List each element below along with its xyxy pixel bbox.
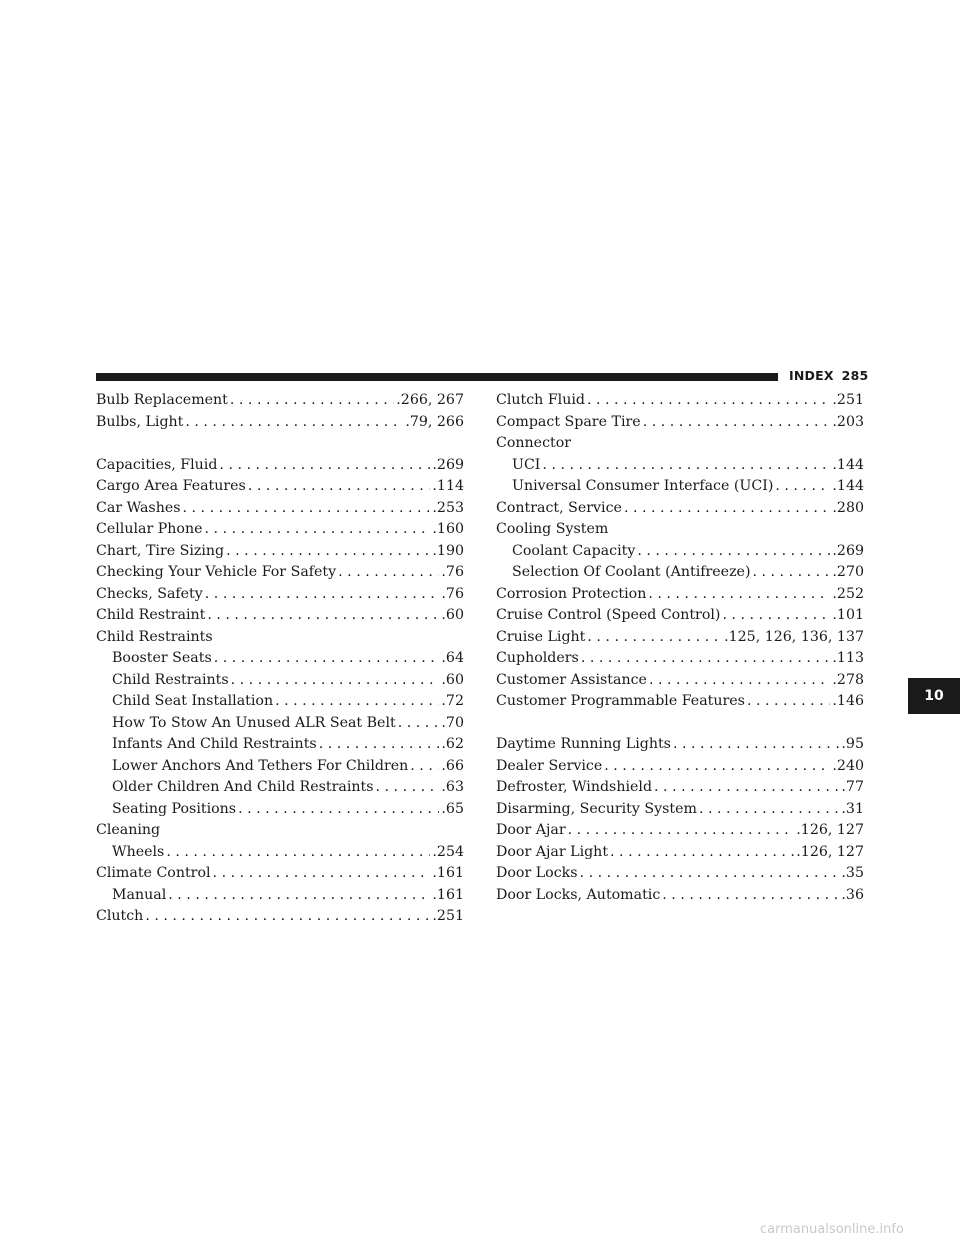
index-entry — [496, 799, 864, 821]
dot-leader — [183, 498, 431, 520]
entry-page-ref: .254 — [432, 843, 464, 860]
entry-label: Child Restraint — [96, 607, 206, 623]
entry-label: Door Locks — [496, 865, 578, 881]
entry-label: Cruise Control (Speed Control) — [496, 607, 721, 623]
index-letter-gap — [496, 713, 864, 735]
index-entry — [496, 777, 864, 799]
index-subentry — [96, 842, 464, 864]
dot-leader — [248, 476, 431, 498]
entry-label: Booster Seats — [112, 650, 212, 666]
entry-page-ref: .270 — [832, 564, 864, 580]
dot-leader — [673, 734, 839, 756]
entry-label: Climate Control — [96, 865, 211, 881]
dot-leader — [168, 885, 430, 907]
entry-page-ref: .160 — [432, 521, 464, 537]
index-heading: Child Restraints — [96, 628, 213, 645]
index-entry — [496, 885, 864, 907]
index-entry — [96, 519, 464, 541]
index-subentry — [96, 734, 464, 756]
index-entry — [496, 390, 864, 412]
entry-label: Bulbs, Light — [96, 413, 184, 430]
entry-label: Manual — [112, 886, 167, 903]
entry-page-ref: .60 — [441, 607, 464, 623]
dot-leader — [699, 799, 839, 821]
index-entry — [96, 541, 464, 563]
index-subentry — [96, 885, 464, 907]
index-entry — [496, 605, 864, 627]
index-subentry — [96, 756, 464, 778]
page-number: 285 — [841, 368, 869, 383]
index-entry — [496, 412, 864, 434]
index-column-right — [496, 390, 864, 906]
index-entry — [496, 820, 864, 842]
dot-leader — [214, 648, 440, 670]
entry-page-ref: .280 — [832, 499, 864, 516]
entry-page-ref: .35 — [841, 865, 864, 881]
entry-page-ref: .126, 127 — [796, 843, 864, 860]
index-subentry — [496, 455, 864, 477]
entry-label: Disarming, Security System — [496, 800, 697, 817]
index-subentry — [96, 670, 464, 692]
entry-page-ref: .252 — [832, 585, 864, 602]
index-subentry — [96, 713, 464, 735]
entry-page-ref: .253 — [432, 499, 464, 516]
entry-page-ref: .269 — [432, 456, 464, 473]
index-entry — [496, 648, 864, 670]
index-entry — [496, 670, 864, 692]
dot-leader — [219, 455, 430, 477]
entry-page-ref: .161 — [432, 865, 464, 881]
index-entry — [496, 498, 864, 520]
entry-page-ref: .101 — [832, 607, 864, 623]
entry-page-ref: .144 — [832, 478, 864, 494]
index-subentry — [96, 691, 464, 713]
entry-page-ref: .31 — [841, 800, 864, 817]
index-entry — [496, 756, 864, 778]
entry-label: Selection Of Coolant (Antifreeze) — [512, 564, 751, 580]
entry-label: Daytime Running Lights — [496, 736, 671, 752]
index-subentry — [96, 648, 464, 670]
entry-label: Cruise Light — [496, 628, 586, 645]
entry-page-ref: .144 — [832, 456, 864, 473]
entry-page-ref: .62 — [441, 736, 464, 752]
entry-label: Lower Anchors And Tethers For Children — [112, 757, 409, 774]
entry-page-ref: .113 — [832, 650, 864, 666]
dot-leader — [580, 863, 840, 885]
index-entry — [96, 455, 464, 477]
dot-leader — [230, 390, 394, 412]
dot-leader — [775, 476, 830, 498]
entry-page-ref: .161 — [432, 886, 464, 903]
index-entry — [496, 734, 864, 756]
entry-label: Infants And Child Restraints — [112, 736, 317, 752]
entry-page-ref: .36 — [841, 886, 864, 903]
dot-leader — [207, 605, 439, 627]
entry-page-ref: .203 — [832, 413, 864, 430]
entry-label: Door Ajar Light — [496, 843, 609, 860]
entry-page-ref: .251 — [832, 392, 864, 408]
entry-page-ref: .70 — [441, 714, 464, 731]
dot-leader — [662, 885, 839, 907]
dot-leader — [753, 562, 831, 584]
index-entry — [496, 627, 864, 649]
entry-page-ref: .146 — [832, 693, 864, 709]
dot-leader — [637, 541, 830, 563]
entry-page-ref: .63 — [441, 779, 464, 795]
index-subentry — [96, 777, 464, 799]
index-subentry — [496, 562, 864, 584]
entry-page-ref: .269 — [832, 542, 864, 559]
index-entry — [96, 605, 464, 627]
index-subentry — [96, 799, 464, 821]
index-entry — [96, 906, 464, 928]
entry-page-ref: .65 — [441, 800, 464, 817]
entry-label: Cellular Phone — [96, 521, 203, 537]
entry-label: Coolant Capacity — [512, 542, 636, 559]
dot-leader — [649, 670, 830, 692]
entry-label: Compact Spare Tire — [496, 413, 641, 430]
index-entry — [96, 584, 464, 606]
index-entry — [496, 584, 864, 606]
dot-leader — [145, 906, 430, 928]
dot-leader — [231, 670, 440, 692]
dot-leader — [338, 562, 439, 584]
index-entry — [496, 842, 864, 864]
dot-leader — [568, 820, 795, 842]
dot-leader — [581, 648, 831, 670]
dot-leader — [604, 756, 830, 778]
dot-leader — [587, 390, 830, 412]
entry-page-ref: .77 — [841, 779, 864, 795]
index-heading: Cooling System — [496, 521, 609, 537]
dot-leader — [205, 584, 440, 606]
index-entry — [96, 562, 464, 584]
entry-label: Checks, Safety — [96, 585, 203, 602]
index-entry — [96, 863, 464, 885]
entry-page-ref: .76 — [441, 585, 464, 602]
index-column-left — [96, 390, 464, 928]
entry-label: Seating Positions — [112, 800, 237, 817]
dot-leader — [410, 756, 439, 778]
entry-label: Door Locks, Automatic — [496, 886, 661, 903]
entry-label: Older Children And Child Restraints — [112, 779, 374, 795]
entry-label: Cargo Area Features — [96, 478, 246, 494]
dot-leader — [166, 842, 430, 864]
entry-label: Customer Assistance — [496, 671, 647, 688]
entry-label: Clutch — [96, 908, 144, 924]
index-entry — [496, 691, 864, 713]
dot-leader — [319, 734, 440, 756]
dot-leader — [747, 691, 830, 713]
entry-label: Clutch Fluid — [496, 392, 585, 408]
dot-leader — [722, 605, 830, 627]
entry-page-ref: .64 — [441, 650, 464, 666]
entry-page-ref: .251 — [432, 908, 464, 924]
entry-label: Defroster, Windshield — [496, 779, 653, 795]
dot-leader — [226, 541, 430, 563]
entry-page-ref: .125, 126, 136, 137 — [724, 628, 864, 645]
dot-leader — [643, 412, 831, 434]
index-entry — [496, 863, 864, 885]
entry-label: Cupholders — [496, 650, 579, 666]
watermark: carmanualsonline.info — [760, 1222, 904, 1237]
entry-label: Chart, Tire Sizing — [96, 542, 225, 559]
header-rule — [96, 373, 778, 381]
index-entry — [96, 476, 464, 498]
dot-leader — [238, 799, 439, 821]
dot-leader — [205, 519, 431, 541]
entry-page-ref: .72 — [441, 693, 464, 709]
running-header — [789, 368, 868, 383]
entry-label: Door Ajar — [496, 822, 566, 838]
entry-page-ref: .278 — [832, 671, 864, 688]
index-heading: Cleaning — [96, 822, 161, 838]
chapter-tab: 10 — [908, 678, 960, 714]
dot-leader — [213, 863, 431, 885]
entry-label: Wheels — [112, 843, 165, 860]
entry-label: Checking Your Vehicle For Safety — [96, 564, 337, 580]
entry-page-ref: .126, 127 — [796, 822, 864, 838]
entry-label: UCI — [512, 456, 541, 473]
entry-label: How To Stow An Unused ALR Seat Belt — [112, 714, 396, 731]
dot-leader — [654, 777, 839, 799]
entry-label: Universal Consumer Interface (UCI) — [512, 478, 774, 494]
dot-leader — [624, 498, 830, 520]
entry-label: Customer Programmable Features — [496, 693, 745, 709]
entry-page-ref: .190 — [432, 542, 464, 559]
dot-leader — [376, 777, 440, 799]
entry-page-ref: .266, 267 — [396, 392, 464, 408]
entry-label: Dealer Service — [496, 757, 603, 774]
entry-page-ref: .76 — [441, 564, 464, 580]
index-subentry — [496, 541, 864, 563]
dot-leader — [648, 584, 830, 606]
section-title: INDEX — [789, 368, 834, 383]
entry-page-ref: .60 — [441, 671, 464, 688]
entry-label: Contract, Service — [496, 499, 622, 516]
entry-page-ref: .95 — [841, 736, 864, 752]
index-entry — [96, 412, 464, 434]
entry-label: Child Seat Installation — [112, 693, 274, 709]
entry-page-ref: .240 — [832, 757, 864, 774]
dot-leader — [610, 842, 794, 864]
entry-label: Corrosion Protection — [496, 585, 647, 602]
index-subentry — [496, 476, 864, 498]
dot-leader — [275, 691, 439, 713]
entry-label: Capacities, Fluid — [96, 456, 218, 473]
dot-leader — [587, 627, 722, 649]
entry-label: Bulb Replacement — [96, 392, 228, 408]
index-letter-gap — [96, 433, 464, 455]
index-heading: Connector — [496, 435, 572, 451]
index-entry — [96, 390, 464, 412]
index-entry — [96, 498, 464, 520]
dot-leader — [542, 455, 830, 477]
dot-leader — [398, 713, 440, 735]
dot-leader — [185, 412, 403, 434]
entry-label: Car Washes — [96, 499, 181, 516]
entry-page-ref: .66 — [441, 757, 464, 774]
entry-page-ref: .114 — [432, 478, 464, 494]
entry-label: Child Restraints — [112, 671, 229, 688]
entry-page-ref: .79, 266 — [405, 413, 464, 430]
